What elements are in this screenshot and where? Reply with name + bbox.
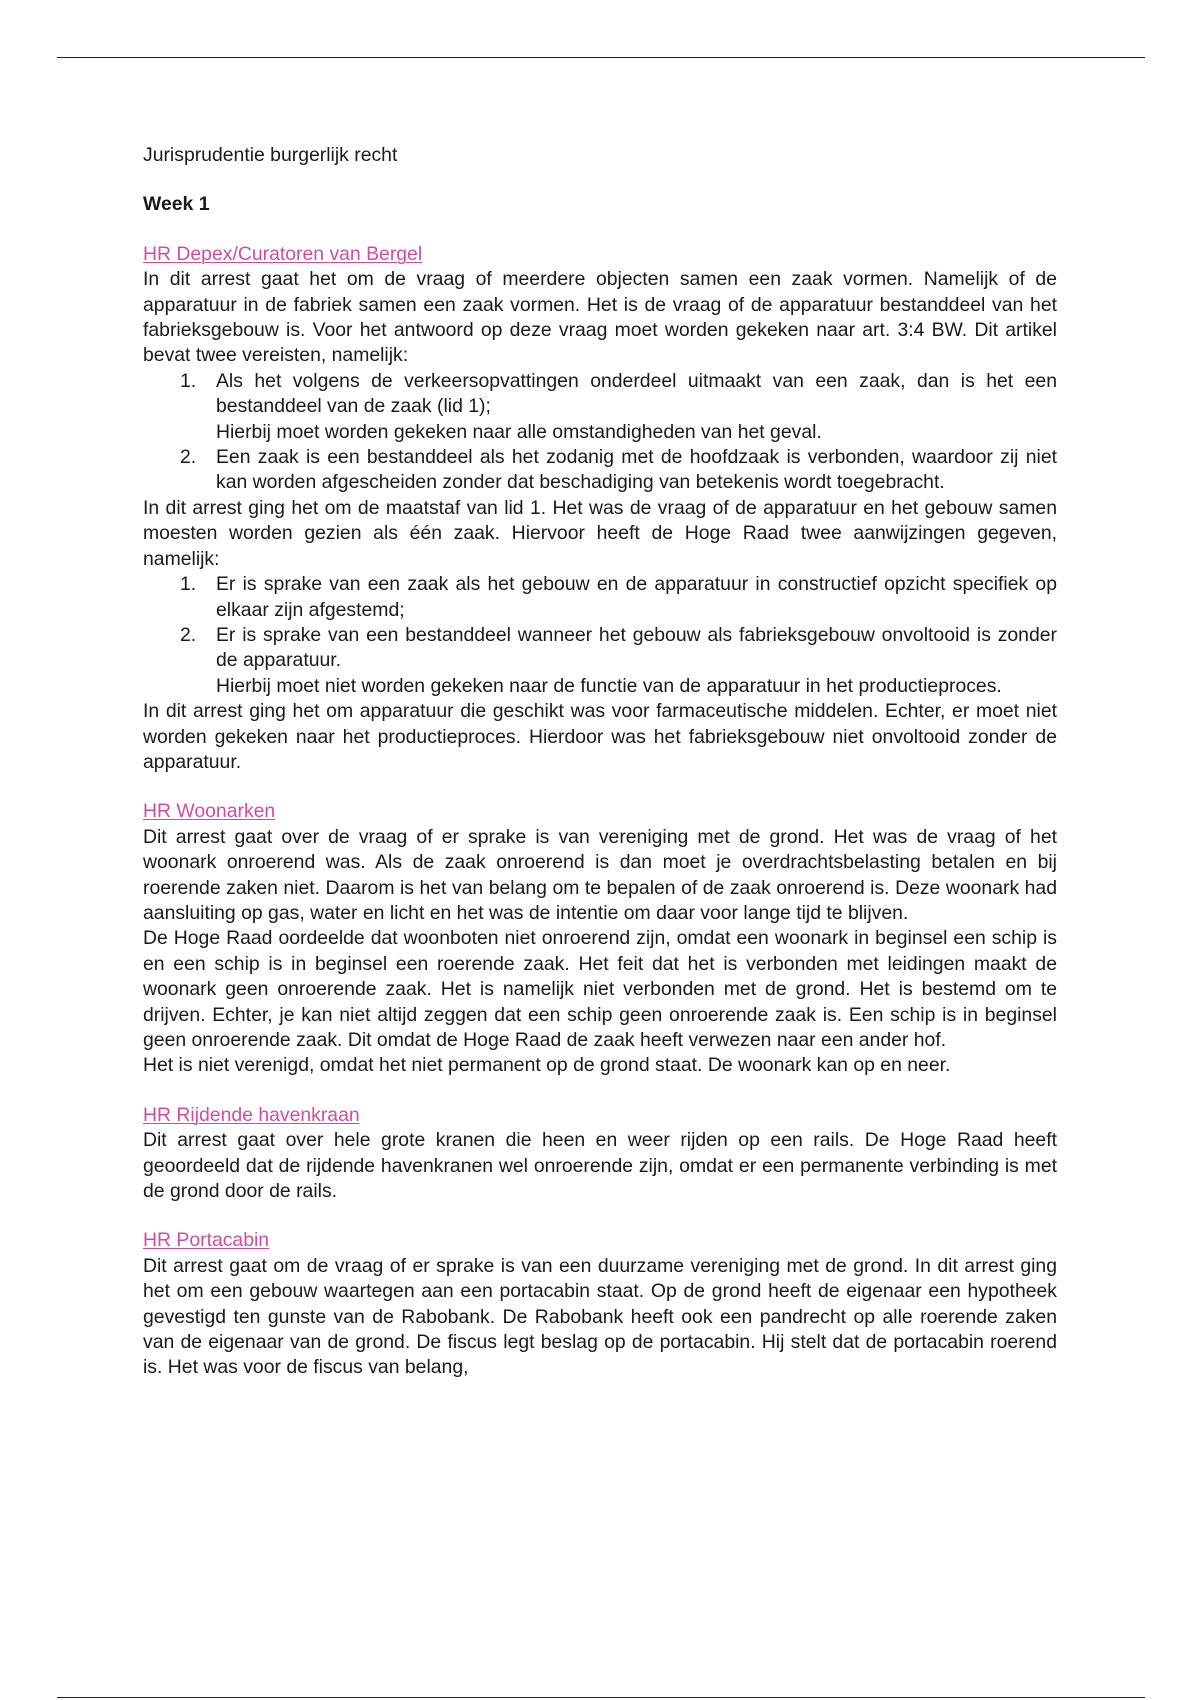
paragraph: Dit arrest gaat over de vraag of er sprake is van vereniging met de grond. Het was de vraag of het woonark onroerend was. Als de zaak onroerend is dan moet je overdrachtsbelasting betalen en bij roerende zaken niet. Daarom is het van belang om te bepalen of de zaak onroerend is. Deze woonark had aansluiting op gas, water en licht en het was de intentie om daar voor lange tijd te blijven. <box>143 825 1057 924</box>
list-item <box>143 623 1057 699</box>
case-heading-link[interactable]: HR Depex/Curatoren van Bergel <box>143 242 423 265</box>
list-item-note: Hierbij moet worden gekeken naar alle omstandigheden van het geval. <box>216 420 822 443</box>
list-item-text: Als het volgens de verkeersopvattingen onderdeel uitmaakt van een zaak, dan is het een bestanddeel van de zaak (lid 1); <box>216 369 1057 418</box>
paragraph: In dit arrest ging het om apparatuur die geschikt was voor farmaceutische middelen. Echter, er moet niet worden gekeken naar het productieproces. Hierdoor was het fabrieksgebouw niet onvoltooid zonder de apparatuur. <box>143 700 1057 773</box>
paragraph: Dit arrest gaat om de vraag of er sprake is van een duurzame vereniging met de grond. In dit arrest ging het om een gebouw waartegen aan een portacabin staat. Op de grond heeft de eigenaar een hypotheek gevestigd ten gunste van de Rabobank. De Rabobank heeft ook een pandrecht op alle roerende zaken van de eigenaar van de grond. De fiscus legt beslag op de portacabin. Hij stelt dat de portacabin roerend is. Het was voor de fiscus van belang, <box>143 1254 1057 1379</box>
case-section-portacabin <box>143 1228 1057 1380</box>
list-item <box>143 445 1057 496</box>
list-item-text: Een zaak is een bestanddeel als het zodanig met de hoofdzaak is verbonden, waardoor zij niet kan worden afgescheiden zonder dat beschadiging van betekenis wordt toegebracht. <box>216 446 1057 494</box>
list-number: 1. <box>180 369 197 392</box>
list-number: 2. <box>180 623 197 646</box>
case-heading-link[interactable]: HR Rijdende havenkraan <box>143 1103 360 1126</box>
numbered-list <box>143 369 1057 496</box>
footer-rule <box>57 1697 1145 1698</box>
list-item-text: Er is sprake van een bestanddeel wanneer het gebouw als fabrieksgebouw onvoltooid is zonder de apparatuur. <box>216 623 1057 672</box>
paragraph: De Hoge Raad oordeelde dat woonboten niet onroerend zijn, omdat een woonark in beginsel een schip is en een schip is in beginsel een roerende zaak. Het feit dat het is verbonden met leidingen maakt de woonark geen onroerende zaak. Het is namelijk niet verbonden met de grond. Het is bestemd om te drijven. Echter, je kan niet altijd zeggen dat een schip geen onroerende zaak is. Een schip is in beginsel geen onroerende zaak. Dit omdat de Hoge Raad de zaak heeft verwezen naar een ander hof. <box>143 927 1057 1051</box>
document-title: Jurisprudentie burgerlijk recht <box>143 144 398 166</box>
numbered-list <box>143 572 1057 699</box>
case-heading-link[interactable]: HR Portacabin <box>143 1229 270 1252</box>
list-item-note: Hierbij moet niet worden gekeken naar de functie van de apparatuur in het productieproces. <box>216 674 1002 697</box>
case-section-depex <box>143 242 1057 776</box>
list-item <box>143 369 1057 445</box>
case-heading-link[interactable]: HR Woonarken <box>143 800 276 823</box>
list-number: 2. <box>180 446 197 469</box>
case-section-woonarken <box>143 799 1057 1078</box>
paragraph: Het is niet verenigd, omdat het niet permanent op de grond staat. De woonark kan op en neer. <box>143 1054 951 1077</box>
list-item-text: Er is sprake van een zaak als het gebouw en de apparatuur in constructief opzicht specifiek op elkaar zijn afgestemd; <box>216 573 1057 621</box>
case-section-havenkraan <box>143 1103 1057 1205</box>
week-heading: Week 1 <box>143 193 210 216</box>
header-rule <box>57 57 1145 58</box>
document-body <box>143 143 1057 1381</box>
list-item <box>143 572 1057 623</box>
paragraph: Dit arrest gaat over hele grote kranen die heen en weer rijden op een rails. De Hoge Raad heeft geoordeeld dat de rijdende havenkranen wel onroerende zijn, omdat er een permanente verbinding is met de grond door de rails. <box>143 1129 1057 1203</box>
paragraph: In dit arrest gaat het om de vraag of meerdere objecten samen een zaak vormen. Namelijk of de apparatuur in de fabriek samen een zaak vormen. Het is de vraag of de apparatuur bestanddeel van het fabrieksgebouw is. Voor het antwoord op deze vraag moet worden gekeken naar art. 3:4 BW. Dit artikel bevat twee vereisten, namelijk: <box>143 268 1057 367</box>
paragraph: In dit arrest ging het om de maatstaf van lid 1. Het was de vraag of de apparatuur en het gebouw samen moesten worden gezien als één zaak. Hiervoor heeft de Hoge Raad twee aanwijzingen gegeven, namelijk: <box>143 496 1057 570</box>
list-number: 1. <box>180 573 197 596</box>
